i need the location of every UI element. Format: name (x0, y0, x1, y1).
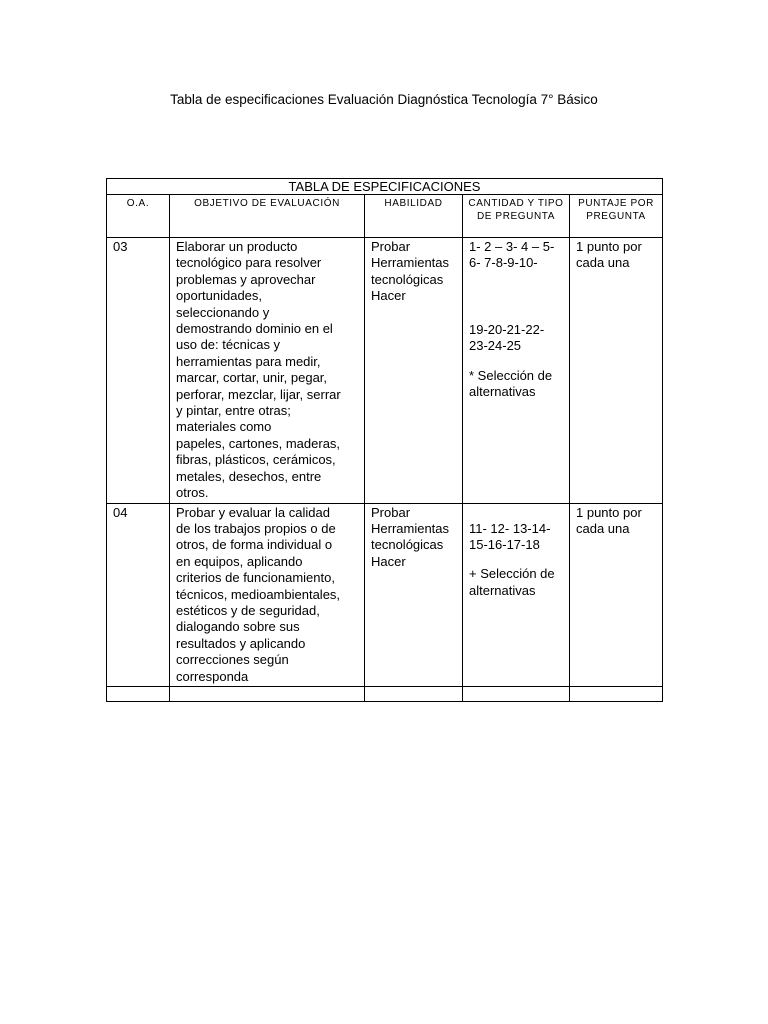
specifications-table (106, 178, 663, 702)
habilidad-text: Probar Herramientas tecnológicas Hacer (371, 504, 450, 569)
header-oa: O.A. (107, 195, 170, 238)
row-objetivo (170, 238, 365, 504)
row-habilidad (365, 238, 463, 504)
oa-value: 03 (113, 239, 128, 254)
cantidad-text-2: + Selección de alternativas (469, 566, 555, 598)
cantidad-text-1: 11- 12- 13-14- 15-16-17-18 (469, 520, 551, 552)
table-caption: TABLA DE ESPECIFICACIONES (107, 179, 663, 195)
row-objetivo (170, 503, 365, 686)
table-caption-row (107, 179, 663, 195)
table-row-empty (107, 686, 663, 701)
table-row (107, 503, 663, 686)
row-cantidad (463, 503, 570, 686)
cantidad-text-1: 1- 2 – 3- 4 – 5- 6- 7-8-9-10- (469, 239, 555, 271)
row-oa (107, 503, 170, 686)
cantidad-text-3: * Selección de alternativas (469, 367, 553, 400)
habilidad-text: Probar Herramientas tecnológicas Hacer (371, 239, 450, 304)
puntaje-text: 1 punto por cada una (576, 504, 642, 536)
row-cantidad (463, 238, 570, 504)
header-cantidad: CANTIDAD Y TIPO DE PREGUNTA (463, 195, 570, 238)
objetivo-text: Probar y evaluar la calidad de los trabajos propios o de otros, de forma individual o en equipos, aplicando criterios de funcionamiento, técnicos, medioambientales, estéticos y de seguridad, dialogando sobre sus resultados y aplicando correcciones según corresponda (176, 504, 341, 684)
oa-value: 04 (113, 504, 128, 520)
row-puntaje (570, 238, 663, 504)
row-oa (107, 238, 170, 504)
header-objetivo: OBJETIVO DE EVALUACIÓN (170, 195, 365, 238)
row-habilidad (365, 503, 463, 686)
table-header-row (107, 195, 663, 238)
objetivo-text: Elaborar un producto tecnológico para resolver problemas y aprovechar oportunidades, seleccionando y demostrando dominio en el uso de: técnicas y herramientas para medir, marcar, cortar, unir, pegar, perforar, mezclar, lijar, serrar y pintar, entre otras; materiales como papeles, cartones, maderas, fibras, plásticos, cerámicos, metales, desechos, entre otros. (176, 239, 341, 501)
row-puntaje (570, 503, 663, 686)
document-title: Tabla de especificaciones Evaluación Diagnóstica Tecnología 7° Básico (170, 92, 598, 107)
header-puntaje: PUNTAJE POR PREGUNTA (570, 195, 663, 238)
puntaje-text: 1 punto por cada una (576, 239, 642, 271)
table-row (107, 238, 663, 504)
cantidad-text-2: 19-20-21-22- 23-24-25 (469, 321, 545, 354)
header-habilidad: HABILIDAD (365, 195, 463, 238)
